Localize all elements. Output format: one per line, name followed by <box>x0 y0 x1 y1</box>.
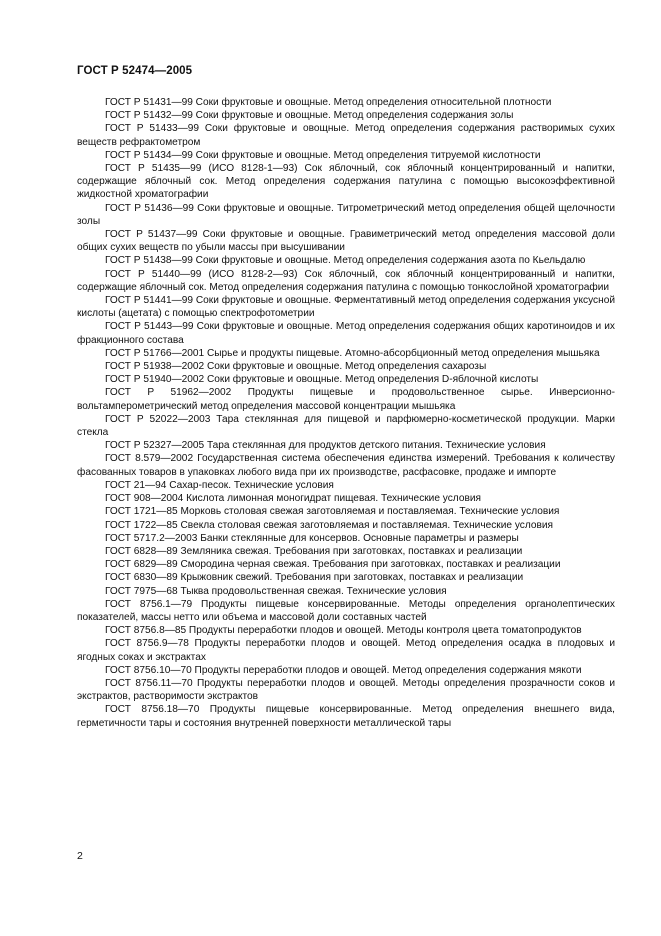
reference-item: ГОСТ 6830—89 Крыжовник свежий. Требования при заготовках, поставках и реализации <box>105 572 524 584</box>
reference-item: ГОСТ 8756.8—85 Продукты переработки плодов и овощей. Методы контроля цвета томатопродуктов <box>105 625 582 637</box>
reference-item: ГОСТ 7975—68 Тыква продовольственная свежая. Технические условия <box>105 585 447 597</box>
reference-item: ГОСТ 1721—85 Морковь столовая свежая заготовляемая и поставляемая. Технические условия <box>105 506 560 518</box>
reference-item: ГОСТ Р 51435—99 (ИСО 8128-1—93) Сок яблочный, сок яблочный концентрированный и напитки, содержащие яблочный сок. Метод определения содержания патулина с помощью высокоэффективной жидкостной хроматографии <box>77 163 615 201</box>
reference-item: ГОСТ 6828—89 Земляника свежая. Требования при заготовках, поставках и реализации <box>105 545 523 557</box>
reference-item: ГОСТ 1722—85 Свекла столовая свежая заготовляемая и поставляемая. Технические условия <box>105 519 554 531</box>
normative-references-list <box>77 96 615 730</box>
reference-item: ГОСТ 8756.1—79 Продукты пищевые консервированные. Методы определения органолептических показателей, массы нетто или объема и массовой доли составных частей <box>77 598 615 623</box>
reference-item: ГОСТ 8.579—2002 Государственная система обеспечения единства измерений. Требования к количеству фасованных товаров в упаковках любого вида при их производстве, расфасовке, продаже и импорте <box>77 453 615 478</box>
reference-item: ГОСТ Р 51437—99 Соки фруктовые и овощные. Гравиметрический метод определения массовой доли общих сухих веществ по убыли массы при высушивании <box>77 229 615 254</box>
reference-item: ГОСТ Р 51432—99 Соки фруктовые и овощные. Метод определения содержания золы <box>105 110 514 122</box>
reference-item: ГОСТ Р 51443—99 Соки фруктовые и овощные. Метод определения содержания общих каротиноидов и их фракционного состава <box>77 321 615 346</box>
reference-item: ГОСТ Р 51940—2002 Соки фруктовые и овощные. Метод определения D-яблочной кислоты <box>105 374 539 386</box>
reference-item: ГОСТ 8756.18—70 Продукты пищевые консервированные. Метод определения внешнего вида, герметичности тары и состояния внутренней поверхности металлической тары <box>77 704 615 729</box>
reference-item: ГОСТ 908—2004 Кислота лимонная моногидрат пищевая. Технические условия <box>105 493 481 505</box>
reference-item: ГОСТ Р 51434—99 Соки фруктовые и овощные. Метод определения титруемой кислотности <box>105 149 541 161</box>
reference-item: ГОСТ 21—94 Сахар-песок. Технические условия <box>105 479 334 491</box>
reference-item: ГОСТ Р 51436—99 Соки фруктовые и овощные. Титрометрический метод определения общей щелочности золы <box>77 202 615 227</box>
reference-item: ГОСТ Р 51962—2002 Продукты пищевые и продовольственное сырье. Инверсионно-вольтамперометрический метод определения массовой концентрации мышьяка <box>77 387 615 412</box>
reference-item: ГОСТ Р 51431—99 Соки фруктовые и овощные. Метод определения относительной плотности <box>105 97 552 108</box>
reference-item: ГОСТ 5717.2—2003 Банки стеклянные для консервов. Основные параметры и размеры <box>105 532 519 544</box>
reference-item: ГОСТ Р 51938—2002 Соки фруктовые и овощные. Метод определения сахарозы <box>105 361 487 373</box>
reference-item: ГОСТ 8756.9—78 Продукты переработки плодов и овощей. Метод определения осадка в плодовых и ягодных соках и экстрактах <box>77 638 615 663</box>
reference-item: ГОСТ 6829—89 Смородина черная свежая. Требования при заготовках, поставках и реализации <box>105 559 561 571</box>
page-header: ГОСТ Р 52474—2005 <box>77 65 193 77</box>
page-number: 2 <box>77 850 83 862</box>
reference-item: ГОСТ Р 52327—2005 Тара стеклянная для продуктов детского питания. Технические условия <box>105 440 546 452</box>
reference-item: ГОСТ Р 51766—2001 Сырье и продукты пищевые. Атомно-абсорбционный метод определения мышьяка <box>105 347 600 359</box>
reference-item: ГОСТ Р 51441—99 Соки фруктовые и овощные. Ферментативный метод определения содержания уксусной кислоты (ацетата) с помощью спектрофотометрии <box>77 295 615 320</box>
reference-item: ГОСТ Р 51440—99 (ИСО 8128-2—93) Сок яблочный, сок яблочный концентрированный и напитки, содержащие яблочный сок. Метод определения содержания патулина с помощью тонкослойной хроматографии <box>77 268 615 293</box>
reference-item: ГОСТ Р 51438—99 Соки фруктовые и овощные. Метод определения содержания азота по Кьельдалю <box>105 255 586 267</box>
reference-item: ГОСТ Р 51433—99 Соки фруктовые и овощные. Метод определения содержания растворимых сухих веществ рефрактометром <box>77 123 615 148</box>
reference-item: ГОСТ 8756.10—70 Продукты переработки плодов и овощей. Метод определения содержания мякоти <box>105 664 582 676</box>
reference-item: ГОСТ 8756.11—70 Продукты переработки плодов и овощей. Методы определения прозрачности соков и экстрактов, растворимости экстрактов <box>77 677 615 703</box>
reference-item: ГОСТ Р 52022—2003 Тара стеклянная для пищевой и парфюмерно-косметической продукции. Марки стекла <box>77 413 615 439</box>
